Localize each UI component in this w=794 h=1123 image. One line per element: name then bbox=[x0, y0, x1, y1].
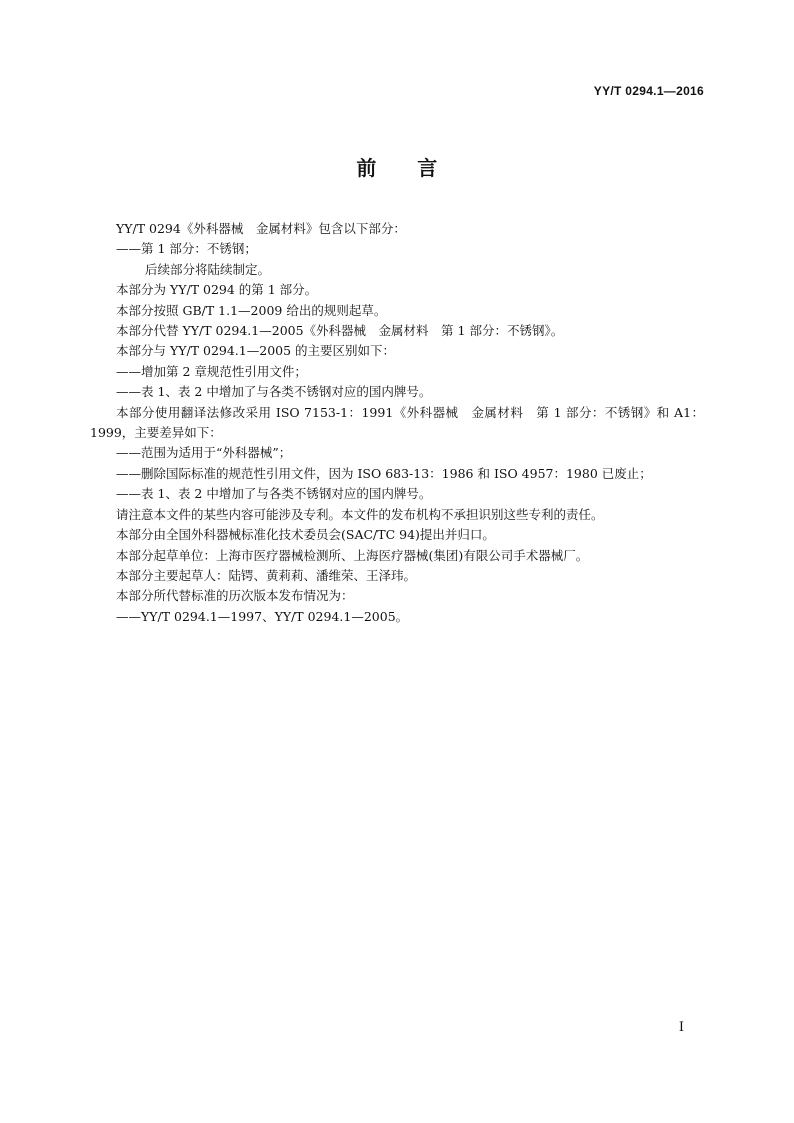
list-item: ——第 1 部分：不锈钢； bbox=[116, 241, 257, 257]
paragraph: 本部分按照 GB/T 1.1—2009 给出的规则起草。 bbox=[116, 302, 387, 318]
paragraph: 本部分主要起草人：陆锷、黄莉莉、潘维荣、王泽玮。 bbox=[116, 567, 417, 583]
paragraph: 本部分所代替标准的历次版本发布情况为： bbox=[116, 588, 354, 604]
paragraph: 请注意本文件的某些内容可能涉及专利。本文件的发布机构不承担识别这些专利的责任。 bbox=[116, 506, 604, 522]
paragraph: YY/T 0294《外科器械 金属材料》包含以下部分： bbox=[116, 221, 406, 236]
list-item: ——删除国际标准的规范性引用文件，因为 ISO 683-13：1986 和 ISO 4957：1980 已废止； bbox=[116, 465, 652, 481]
paragraph: 后续部分将陆续制定。 bbox=[145, 261, 271, 277]
list-item: ——表 1、表 2 中增加了与各类不锈钢对应的国内牌号。 bbox=[116, 486, 432, 502]
list-item: ——YY/T 0294.1—1997、YY/T 0294.1—2005。 bbox=[116, 608, 409, 624]
list-item: ——表 1、表 2 中增加了与各类不锈钢对应的国内牌号。 bbox=[116, 384, 432, 400]
paragraph: 本部分使用翻译法修改采用 ISO 7153-1：1991《外科器械 金属材料 第 1 部分：不锈钢》和 A1：1999，主要差异如下： bbox=[90, 404, 704, 441]
paragraph: 本部分为 YY/T 0294 的第 1 部分。 bbox=[116, 282, 318, 298]
paragraph: 本部分代替 YY/T 0294.1—2005《外科器械 金属材料 第 1 部分：不锈钢》。 bbox=[116, 323, 564, 339]
paragraph: 本部分起草单位：上海市医疗器械检测所、上海医疗器械(集团)有限公司手术器械厂。 bbox=[116, 547, 589, 563]
page-number: I bbox=[678, 1020, 684, 1035]
paragraph: 本部分由全国外科器械标准化技术委员会(SAC/TC 94)提出并归口。 bbox=[116, 527, 495, 543]
paragraph: 本部分与 YY/T 0294.1—2005 的主要区别如下： bbox=[116, 343, 396, 359]
list-item: ——范围为适用于“外科器械”； bbox=[116, 445, 292, 461]
standard-code: YY/T 0294.1—2016 bbox=[593, 84, 704, 98]
page-title: 前 言 bbox=[356, 156, 438, 180]
foreword-body bbox=[90, 219, 704, 627]
list-item: ——增加第 2 章规范性引用文件； bbox=[116, 363, 307, 379]
